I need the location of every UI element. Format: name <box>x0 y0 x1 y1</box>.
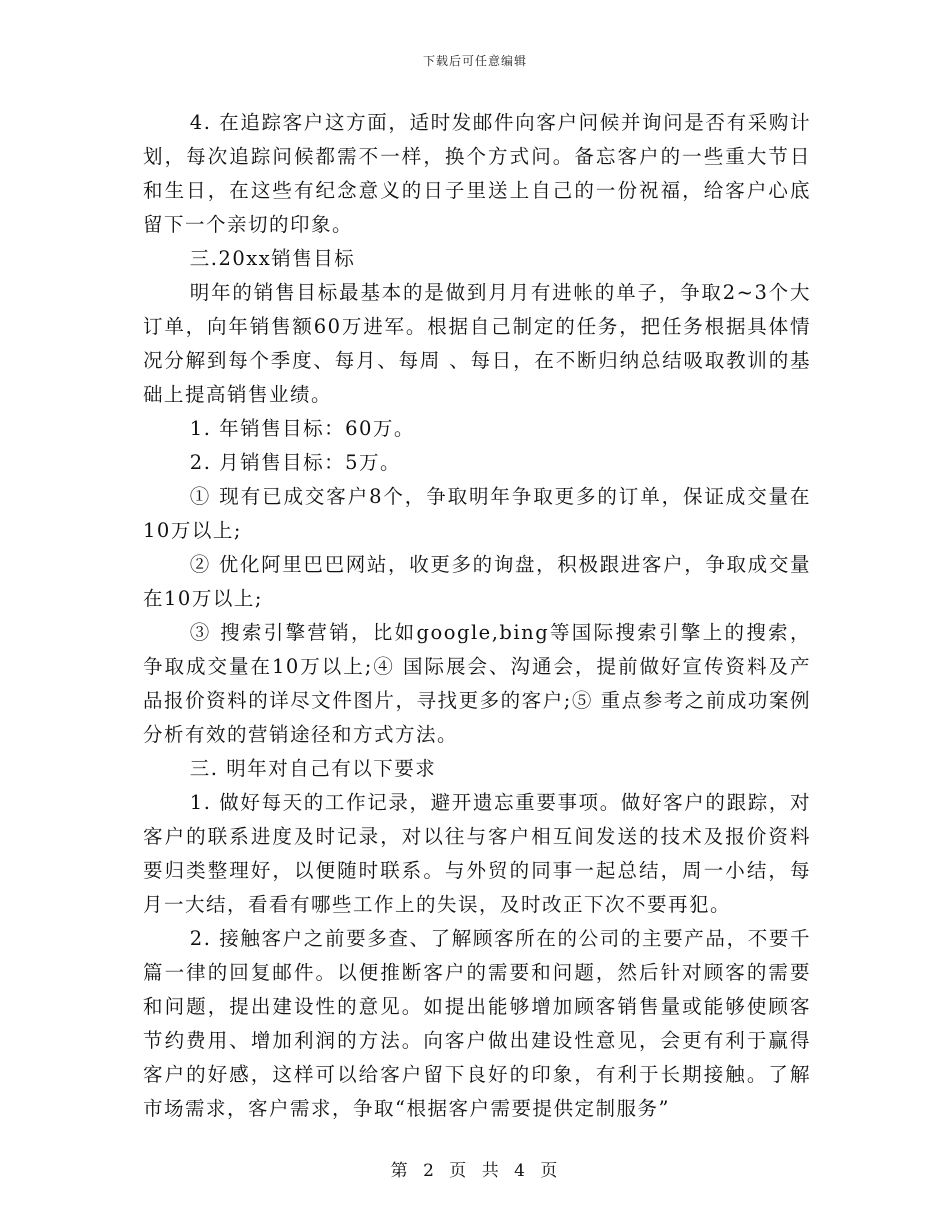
section-heading-sales-target: 三.20xx销售目标 <box>189 247 356 270</box>
document-body <box>143 106 811 1126</box>
list-item-search-engine-marketing: ③ 搜索引擎营销，比如google,bing等国际搜索引擎上的搜索，争取成交量在10万以上;④ 国际展会、沟通会，提前做好宣传资料及产品报价资料的详尽文件图片，寻找更多的客户;⑤ 重点参考之前成功案例分析有效的营销途径和方式方法。 <box>143 621 811 746</box>
paragraph-customer-research: 2. 接触客户之前要多查、了解顾客所在的公司的主要产品，不要千篇一律的回复邮件。以便推断客户的需要和问题，然后针对顾客的需要和问题，提出建设性的意见。如提出能够增加顾客销售量或能够使顾客节约费用、增加利润的方法。向客户做出建设性意见，会更有利于赢得客户的好感，这样可以给客户留下良好的印象，有利于长期接触。了解市场需求，客户需求，争取“根据客户需要提供定制服务” <box>143 927 811 1120</box>
page-number-footer: 第 2 页 共 4 页 <box>390 1161 560 1181</box>
list-item-existing-customers: ① 现有已成交客户8个，争取明年争取更多的订单，保证成交量在10万以上; <box>143 485 811 542</box>
paragraph-sales-target-intro: 明年的销售目标最基本的是做到月月有进帐的单子，争取2~3个大订单，向年销售额60万进军。根据自己制定的任务，把任务根据具体情况分解到每个季度、每月、每周 、每日，在不断归纳总结吸取教训的基础上提高销售业绩。 <box>143 281 811 406</box>
paragraph-work-records: 1. 做好每天的工作记录，避开遗忘重要事项。做好客户的跟踪，对客户的联系进度及时记录，对以往与客户相互间发送的技术及报价资料要归类整理好，以便随时联系。与外贸的同事一起总结，周一小结，每月一大结，看看有哪些工作上的失误，及时改正下次不要再犯。 <box>143 791 811 916</box>
header-note: 下载后可任意编辑 <box>422 54 527 68</box>
list-item-alibaba-optimization: ② 优化阿里巴巴网站，收更多的询盘，积极跟进客户，争取成交量在10万以上; <box>143 553 811 610</box>
paragraph-tracking-customers: 4. 在追踪客户这方面，适时发邮件向客户问候并询问是否有采购计划，每次追踪问候都需不一样，换个方式问。备忘客户的一些重大节日和生日，在这些有纪念意义的日子里送上自己的一份祝福，给客户心底留下一个亲切的印象。 <box>143 111 811 236</box>
list-item-monthly-target: 2. 月销售目标：5万。 <box>189 451 402 474</box>
list-item-annual-target: 1. 年销售目标：60万。 <box>189 417 415 440</box>
section-heading-self-requirements: 三. 明年对自己有以下要求 <box>189 757 437 780</box>
